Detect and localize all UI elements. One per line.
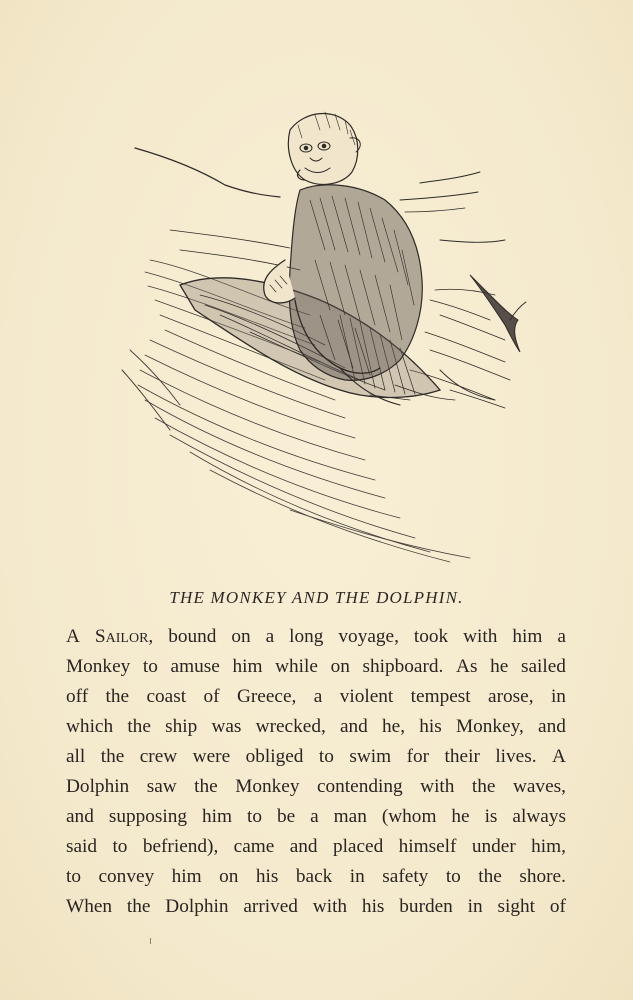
monkey-on-dolphin-illustration xyxy=(110,100,530,570)
text-line: to convey him on his back in safety to the shore. xyxy=(66,866,566,887)
text-line: Monkey to amuse him while on shipboard. As he sailed xyxy=(66,656,566,677)
text-line: Dolphin saw the Monkey contending with the waves, xyxy=(66,776,566,797)
text-line: off the coast of Greece, a violent tempest arose, in xyxy=(66,686,566,707)
text-line: said to befriend), came and placed himself under him, xyxy=(66,836,566,857)
text-line: and supposing him to be a man (whom he is always xyxy=(66,806,566,827)
ink-speck xyxy=(150,938,151,944)
fable-text xyxy=(66,622,566,922)
text-line: all the crew were obliged to swim for their lives. A xyxy=(66,746,566,767)
text-line: When the Dolphin arrived with his burden in sight of xyxy=(66,896,566,917)
illustration-caption: THE MONKEY AND THE DOLPHIN. xyxy=(169,588,464,607)
text-line: which the ship was wrecked, and he, his Monkey, and xyxy=(66,716,566,737)
text-line: A Sailor, bound on a long voyage, took with him a xyxy=(66,626,566,647)
